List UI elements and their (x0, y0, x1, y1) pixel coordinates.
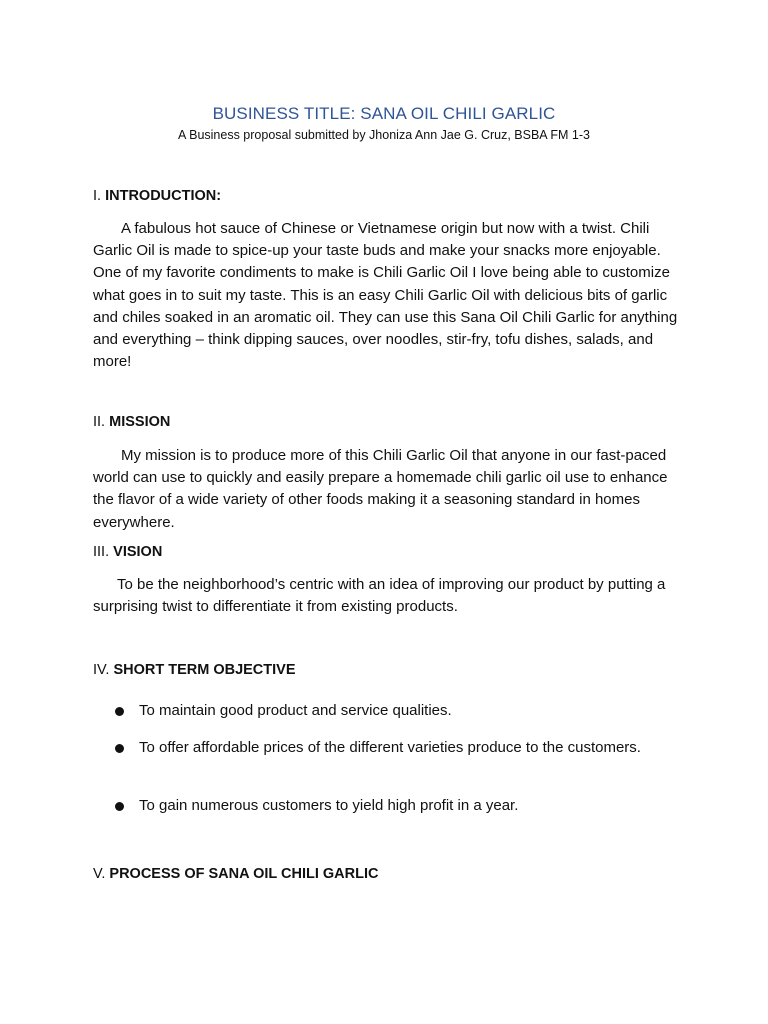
bullet-icon (115, 802, 124, 811)
document-subtitle: A Business proposal submitted by Jhoniza Ann Jae G. Cruz, BSBA FM 1-3 (177, 128, 590, 142)
list-item-text: To offer affordable prices of the different varieties produce to the customers. (139, 739, 641, 756)
section-heading-process (93, 866, 378, 882)
section-label: PROCESS OF SANA OIL CHILI GARLIC (109, 866, 379, 882)
section-number: II. (93, 414, 106, 430)
list-item-text: To maintain good product and service qualities. (139, 702, 452, 719)
introduction-paragraph: A fabulous hot sauce of Chinese or Vietnamese origin but now with a twist. Chili Garlic Oil is made to spice-up your taste buds and make your snacks more enjoyable. One of my favorite condiments to make is Chili Garlic Oil I love being able to customize what goes in to suit my taste. This is an easy Chili Garlic Oil with delicious bits of garlic and chiles soaked in an aromatic oil. They can use this Sana Oil Chili Garlic for anything and everything – think dipping sauces, over noodles, stir-fry, tofu dishes, salads, and more! (93, 220, 678, 371)
section-heading-short-term-objective (93, 662, 296, 678)
section-label: INTRODUCTION: (105, 188, 222, 204)
bullet-icon (115, 744, 124, 753)
section-number: III. (93, 544, 110, 560)
bullet-icon (115, 707, 124, 716)
section-number: IV. (93, 662, 110, 678)
mission-paragraph: My mission is to produce more of this Chili Garlic Oil that anyone in our fast-paced world can use to quickly and easily prepare a homemade chili garlic oil use to enhance the flavor of a wide variety of other foods making it a seasoning standard in homes everywhere. (93, 447, 668, 531)
section-number: I. (93, 188, 102, 204)
document-title: BUSINESS TITLE: SANA OIL CHILI GARLIC (212, 104, 556, 123)
section-label: VISION (113, 544, 163, 560)
section-heading-vision (93, 544, 162, 560)
section-label: SHORT TERM OBJECTIVE (113, 662, 296, 678)
list-item-text: To gain numerous customers to yield high profit in a year. (139, 797, 519, 814)
section-label: MISSION (109, 414, 171, 430)
section-heading-introduction (93, 188, 221, 204)
section-number: V. (93, 866, 106, 882)
section-heading-mission (93, 414, 170, 430)
vision-paragraph: To be the neighborhood’s centric with an idea of improving our product by putting a surprising twist to differentiate it from existing products. (93, 576, 666, 616)
